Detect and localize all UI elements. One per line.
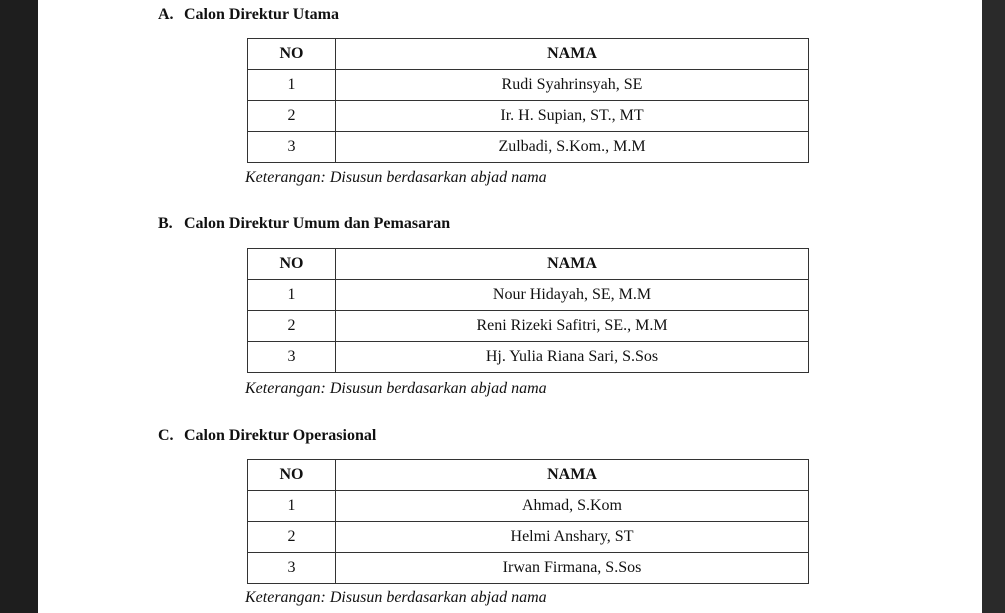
cell-nama: Ahmad, S.Kom bbox=[336, 491, 809, 522]
cell-nama: Reni Rizeki Safitri, SE., M.M bbox=[336, 311, 809, 342]
section-b-table bbox=[247, 248, 809, 373]
table-row bbox=[248, 342, 809, 373]
section-b-note: Keterangan: Disusun berdasarkan abjad nama bbox=[245, 380, 547, 397]
table-row bbox=[248, 311, 809, 342]
table-row bbox=[248, 280, 809, 311]
header-no: NO bbox=[248, 39, 336, 70]
table-row bbox=[248, 101, 809, 132]
table-row bbox=[248, 491, 809, 522]
cell-nama: Helmi Anshary, ST bbox=[336, 522, 809, 553]
section-letter: A. bbox=[158, 6, 174, 23]
section-title: Calon Direktur Utama bbox=[184, 6, 339, 23]
header-nama: NAMA bbox=[336, 249, 809, 280]
table-row bbox=[248, 553, 809, 584]
section-a-table bbox=[247, 38, 809, 163]
section-b-heading bbox=[158, 215, 450, 233]
table-row bbox=[248, 522, 809, 553]
section-c-table bbox=[247, 459, 809, 584]
section-letter: B. bbox=[158, 215, 173, 232]
left-frame-border bbox=[0, 0, 38, 613]
section-a-heading bbox=[158, 6, 339, 24]
section-title: Calon Direktur Umum dan Pemasaran bbox=[184, 215, 451, 232]
right-frame-border bbox=[982, 0, 1005, 613]
table-header-row bbox=[248, 249, 809, 280]
header-no: NO bbox=[248, 460, 336, 491]
section-c-note: Keterangan: Disusun berdasarkan abjad nama bbox=[245, 589, 547, 606]
cell-no: 1 bbox=[248, 280, 336, 311]
section-c-heading bbox=[158, 427, 376, 445]
cell-no: 2 bbox=[248, 522, 336, 553]
cell-no: 3 bbox=[248, 342, 336, 373]
header-nama: NAMA bbox=[336, 39, 809, 70]
table-row bbox=[248, 70, 809, 101]
table-row bbox=[248, 132, 809, 163]
cell-no: 3 bbox=[248, 553, 336, 584]
section-letter: C. bbox=[158, 427, 174, 444]
header-no: NO bbox=[248, 249, 336, 280]
cell-no: 2 bbox=[248, 101, 336, 132]
section-a-note: Keterangan: Disusun berdasarkan abjad nama bbox=[245, 169, 547, 186]
section-title: Calon Direktur Operasional bbox=[184, 427, 377, 444]
cell-nama: Rudi Syahrinsyah, SE bbox=[336, 70, 809, 101]
document-page bbox=[38, 0, 982, 613]
cell-nama: Irwan Firmana, S.Sos bbox=[336, 553, 809, 584]
cell-nama: Zulbadi, S.Kom., M.M bbox=[336, 132, 809, 163]
cell-no: 2 bbox=[248, 311, 336, 342]
cell-no: 3 bbox=[248, 132, 336, 163]
cell-nama: Nour Hidayah, SE, M.M bbox=[336, 280, 809, 311]
cell-nama: Ir. H. Supian, ST., MT bbox=[336, 101, 809, 132]
table-header-row bbox=[248, 460, 809, 491]
table-header-row bbox=[248, 39, 809, 70]
cell-nama: Hj. Yulia Riana Sari, S.Sos bbox=[336, 342, 809, 373]
cell-no: 1 bbox=[248, 491, 336, 522]
header-nama: NAMA bbox=[336, 460, 809, 491]
cell-no: 1 bbox=[248, 70, 336, 101]
